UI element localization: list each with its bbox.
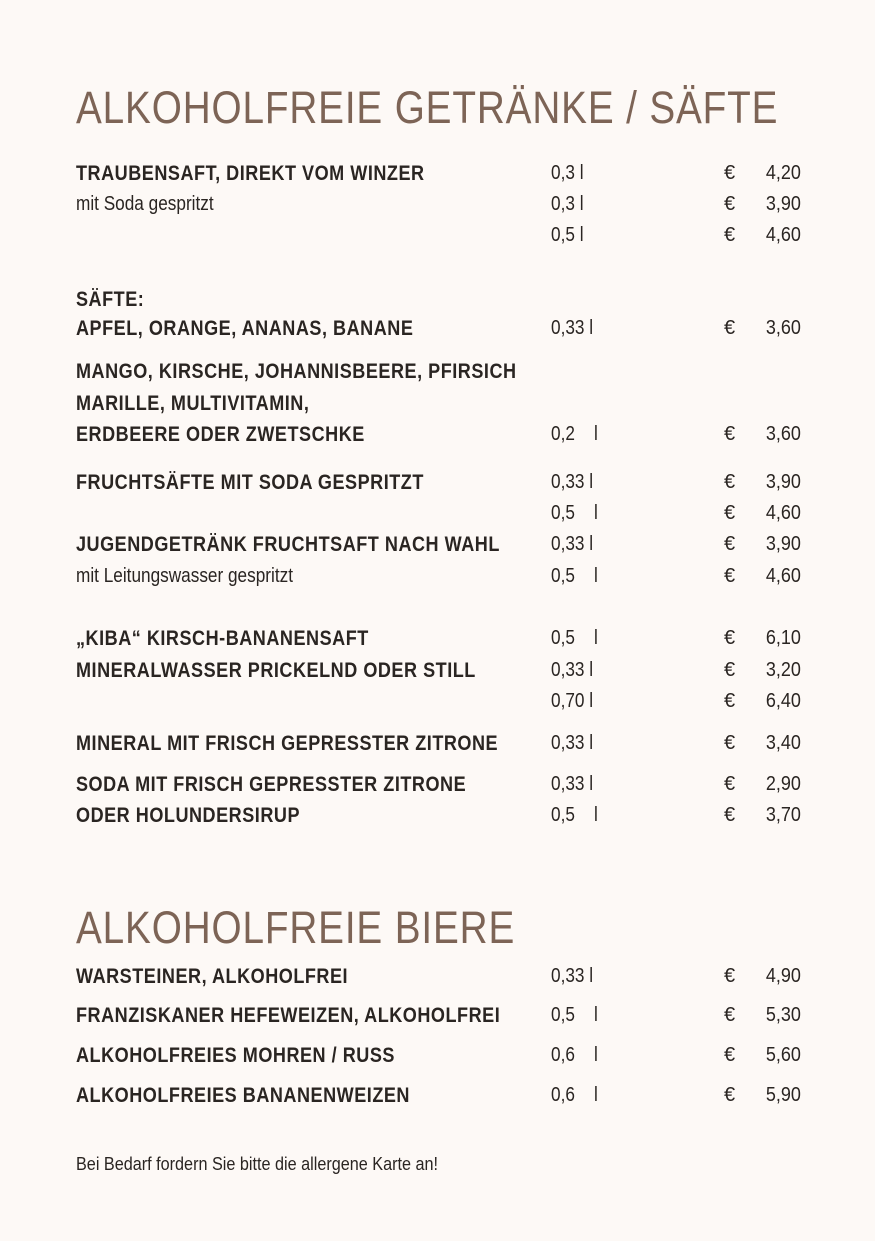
item-currency: € bbox=[724, 1084, 736, 1106]
item-volume: 0,33 l bbox=[551, 659, 594, 681]
menu-item bbox=[0, 690, 875, 716]
item-currency: € bbox=[724, 1004, 736, 1026]
item-price: 6,10 bbox=[765, 627, 801, 649]
menu-item bbox=[0, 533, 875, 559]
item-price: 3,60 bbox=[765, 423, 801, 445]
menu-item bbox=[0, 224, 875, 250]
item-volume: 0,5 l bbox=[551, 1004, 598, 1026]
item-currency: € bbox=[724, 690, 736, 712]
item-name: TRAUBENSAFT, DIREKT VOM WINZER bbox=[76, 162, 425, 185]
item-volume: 0,5 l bbox=[551, 627, 598, 649]
item-volume: 0,33 l bbox=[551, 773, 594, 795]
item-currency: € bbox=[724, 533, 736, 555]
item-name: SÄFTE: bbox=[76, 288, 145, 311]
item-name: MARILLE, MULTIVITAMIN, bbox=[76, 392, 310, 415]
menu-item bbox=[0, 773, 875, 799]
menu-item bbox=[0, 288, 875, 314]
menu-item bbox=[0, 1004, 875, 1030]
item-volume: 0,5 l bbox=[551, 502, 598, 524]
item-volume: 0,6 l bbox=[551, 1044, 598, 1066]
item-currency: € bbox=[724, 773, 736, 795]
item-price: 2,90 bbox=[765, 773, 801, 795]
item-price: 4,20 bbox=[765, 162, 801, 184]
menu-item bbox=[0, 193, 875, 219]
item-price: 3,40 bbox=[765, 732, 801, 754]
menu-item bbox=[0, 659, 875, 685]
item-volume: 0,33 l bbox=[551, 533, 594, 555]
item-name: MINERAL MIT FRISCH GEPRESSTER ZITRONE bbox=[76, 732, 499, 755]
item-name: FRANZISKANER HEFEWEIZEN, ALKOHOLFREI bbox=[76, 1004, 501, 1027]
menu-item bbox=[0, 965, 875, 991]
menu-item bbox=[0, 360, 875, 386]
item-volume: 0,33 l bbox=[551, 317, 594, 339]
section-title-getraenke: ALKOHOLFREIE GETRÄNKE / SÄFTE bbox=[76, 82, 779, 133]
menu-item bbox=[0, 1044, 875, 1070]
item-price: 4,90 bbox=[765, 965, 801, 987]
menu-item bbox=[0, 502, 875, 528]
menu-item bbox=[0, 1084, 875, 1110]
menu-item bbox=[0, 392, 875, 418]
item-name: SODA MIT FRISCH GEPRESSTER ZITRONE bbox=[76, 773, 467, 796]
item-volume: 0,33 l bbox=[551, 471, 594, 493]
item-volume: 0,3 l bbox=[551, 193, 584, 215]
item-currency: € bbox=[724, 627, 736, 649]
item-currency: € bbox=[724, 804, 736, 826]
item-name: APFEL, ORANGE, ANANAS, BANANE bbox=[76, 317, 414, 340]
item-currency: € bbox=[724, 659, 736, 681]
item-name: MINERALWASSER PRICKELND ODER STILL bbox=[76, 659, 476, 682]
item-volume: 0,5 l bbox=[551, 224, 584, 246]
menu-item bbox=[0, 317, 875, 343]
item-name: mit Leitungswasser gespritzt bbox=[76, 565, 294, 587]
item-price: 3,90 bbox=[765, 471, 801, 493]
item-volume: 0,5 l bbox=[551, 565, 598, 587]
item-name: MANGO, KIRSCHE, JOHANNISBEERE, PFIRSICH bbox=[76, 360, 517, 383]
item-name: WARSTEINER, ALKOHOLFREI bbox=[76, 965, 349, 988]
item-price: 4,60 bbox=[765, 224, 801, 246]
item-volume: 0,70 l bbox=[551, 690, 594, 712]
allergen-note: Bei Bedarf fordern Sie bitte die allergene Karte an! bbox=[76, 1154, 439, 1174]
item-volume: 0,33 l bbox=[551, 965, 594, 987]
item-price: 3,90 bbox=[765, 193, 801, 215]
item-currency: € bbox=[724, 423, 736, 445]
section-title-biere: ALKOHOLFREIE BIERE bbox=[76, 902, 516, 953]
item-price: 5,30 bbox=[765, 1004, 801, 1026]
item-price: 6,40 bbox=[765, 690, 801, 712]
menu-item bbox=[0, 732, 875, 758]
item-currency: € bbox=[724, 471, 736, 493]
item-name: JUGENDGETRÄNK FRUCHTSAFT NACH WAHL bbox=[76, 533, 500, 556]
item-name: FRUCHTSÄFTE MIT SODA GESPRITZT bbox=[76, 471, 424, 494]
item-name: ALKOHOLFREIES MOHREN / RUSS bbox=[76, 1044, 395, 1067]
item-currency: € bbox=[724, 732, 736, 754]
item-price: 4,60 bbox=[765, 502, 801, 524]
item-name: mit Soda gespritzt bbox=[76, 193, 214, 215]
menu-item bbox=[0, 471, 875, 497]
item-volume: 0,5 l bbox=[551, 804, 598, 826]
item-volume: 0,3 l bbox=[551, 162, 584, 184]
item-name: „KIBA“ KIRSCH-BANANENSAFT bbox=[76, 627, 369, 650]
item-currency: € bbox=[724, 502, 736, 524]
item-currency: € bbox=[724, 193, 736, 215]
item-volume: 0,6 l bbox=[551, 1084, 598, 1106]
item-volume: 0,2 l bbox=[551, 423, 598, 445]
menu-item bbox=[0, 565, 875, 591]
menu-item bbox=[0, 804, 875, 830]
item-currency: € bbox=[724, 224, 736, 246]
item-price: 3,60 bbox=[765, 317, 801, 339]
item-price: 5,90 bbox=[765, 1084, 801, 1106]
item-name: ALKOHOLFREIES BANANENWEIZEN bbox=[76, 1084, 411, 1107]
item-price: 3,20 bbox=[765, 659, 801, 681]
item-price: 5,60 bbox=[765, 1044, 801, 1066]
item-name: ODER HOLUNDERSIRUP bbox=[76, 804, 301, 827]
item-currency: € bbox=[724, 565, 736, 587]
item-price: 3,70 bbox=[765, 804, 801, 826]
item-name: ERDBEERE ODER ZWETSCHKE bbox=[76, 423, 365, 446]
item-price: 4,60 bbox=[765, 565, 801, 587]
item-currency: € bbox=[724, 317, 736, 339]
item-volume: 0,33 l bbox=[551, 732, 594, 754]
item-currency: € bbox=[724, 162, 736, 184]
item-currency: € bbox=[724, 1044, 736, 1066]
menu-item bbox=[0, 627, 875, 653]
item-currency: € bbox=[724, 965, 736, 987]
item-price: 3,90 bbox=[765, 533, 801, 555]
menu-item bbox=[0, 423, 875, 449]
menu-item bbox=[0, 162, 875, 188]
